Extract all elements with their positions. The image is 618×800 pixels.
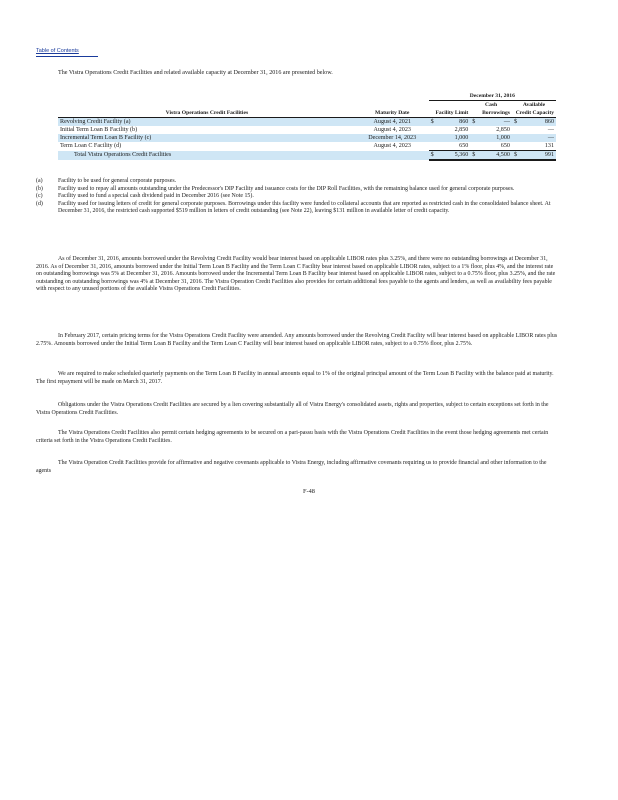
- row-limit-symbol: [429, 134, 439, 142]
- footnote: [36, 178, 558, 186]
- header-available-capacity: Credit Capacity: [512, 109, 556, 118]
- paragraph-obligations: [36, 402, 558, 417]
- row-available-symbol: $: [512, 118, 523, 127]
- header-cash-borrowings: Borrowings: [470, 109, 512, 118]
- total-cash: 4,500: [481, 151, 512, 161]
- footnote-text: Facility to be used for general corporate purposes.: [58, 178, 177, 184]
- paragraph-pricing-amendment: [36, 333, 558, 348]
- row-maturity: August 4, 2023: [356, 142, 429, 151]
- header-facility-name: Vistra Operations Credit Facilities: [58, 109, 356, 118]
- row-available: 860: [523, 118, 556, 127]
- row-maturity: August 4, 2023: [356, 126, 429, 134]
- row-name: Term Loan C Facility (d): [58, 142, 356, 151]
- row-maturity: August 4, 2021: [356, 118, 429, 127]
- row-available: —: [523, 126, 556, 134]
- row-limit-symbol: [429, 142, 439, 151]
- header-available-top: Available: [522, 102, 546, 108]
- row-cash-symbol: [470, 134, 480, 142]
- row-available-symbol: [512, 134, 523, 142]
- table-of-contents-link[interactable]: Table of Contents: [36, 48, 79, 54]
- paragraph-covenants: [36, 460, 558, 475]
- intro-text: The Vistra Operations Credit Facilities and related available capacity at December 31, 2016 are presented below.: [58, 70, 333, 76]
- row-name: Incremental Term Loan B Facility (c): [58, 134, 356, 142]
- footnote-label: (d): [36, 200, 43, 207]
- row-available-symbol: [512, 126, 523, 134]
- footnote-label: (c): [36, 193, 43, 199]
- row-cash: —: [481, 118, 512, 127]
- paragraph-hedging: [36, 430, 558, 445]
- row-limit: 860: [439, 118, 470, 127]
- paragraph-text: We are required to make scheduled quarterly payments on the Term Loan B Facility in annual amounts equal to 1% of the original principal amount of the Term Loan B Facility with the balance paid at maturity. The first repayment will be made on March 31, 2017.: [36, 371, 554, 385]
- paragraph-text: Obligations under the Vistra Operations Credit Facilities are secured by a lien covering substantially all of Vistra Energy's consolidated assets, rights and properties, subject to certain exceptions set forth in the Vistra Operations Credit Facilities.: [36, 402, 549, 416]
- group-header-date: December 31, 2016: [429, 92, 556, 101]
- footnote-text: Facility used to fund a special cash dividend paid in December 2016 (see Note 15).: [58, 193, 254, 199]
- table-row: [58, 118, 556, 127]
- table-header-top-row: [58, 101, 556, 110]
- paragraph-text: The Vistra Operation Credit Facilities provide for affirmative and negative covenants applicable to Vistra Energy, including affirmative covenants requiring us to provide financial and other information to the agents: [36, 460, 547, 474]
- row-name: Revolving Credit Facility (a): [58, 118, 356, 127]
- paragraph-interest-rates: [36, 256, 558, 294]
- row-available: 131: [523, 142, 556, 151]
- footnotes: [36, 178, 558, 216]
- page-number: F-48: [303, 488, 315, 495]
- row-cash: 650: [481, 142, 512, 151]
- row-available-symbol: [512, 142, 523, 151]
- header-facility-limit: Facility Limit: [429, 109, 471, 118]
- footnote: [36, 193, 558, 201]
- row-cash-symbol: $: [470, 118, 480, 127]
- table-row: [58, 126, 556, 134]
- row-limit: 650: [439, 142, 470, 151]
- table-row: [58, 142, 556, 151]
- toc-underline: [36, 56, 98, 57]
- header-maturity-date: Maturity Date: [356, 109, 429, 118]
- footnote-label: (b): [36, 185, 43, 192]
- total-limit-symbol: $: [429, 151, 439, 161]
- table-group-header-row: [58, 92, 556, 101]
- row-cash: 1,000: [481, 134, 512, 142]
- total-available-symbol: $: [512, 151, 523, 161]
- header-cash-top: Cash: [485, 102, 498, 108]
- paragraph-text: As of December 31, 2016, amounts borrowed under the Revolving Credit Facility would bear interest based on applicable LIBOR rates plus 3.25%, and there were no outstanding borrowings at December 31, 2016. As of December 31, 2016, amounts borrowed under the Initial Term Loan B Facility and the Term Loan C Facility bear interest based on applicable LIBOR rates, subject to a 1% floor, plus 4%, and the interest rate on outstanding borrowings was 5% at December 31, 2016. Amounts borrowed under the Incremental Term Loan B Facility bear interest based on applicable LIBOR rates, subject to a 0.75% floor, plus 3.25%, and the rate outstanding on outstanding borrowings was 4% at December 31, 2016. The Vistra Operation Credit Facilities also provides for certain additional fees payable to the agents and lenders, as well as availability fees payable with respect to any unused portions of the available Vistra Operations Credit Facilities.: [36, 256, 556, 293]
- row-limit-symbol: $: [429, 118, 439, 127]
- footnote: [36, 186, 558, 194]
- row-cash: 2,850: [481, 126, 512, 134]
- row-maturity: December 14, 2023: [356, 134, 429, 142]
- row-cash-symbol: [470, 142, 480, 151]
- footnote-text: Facility used for issuing letters of credit for general corporate purposes. Borrowings under this facility were funded to collateral accounts that are reported as restricted cash in the consolidated balance sheet. At December 31, 2016, the restricted cash supported $519 million in letters of credit outstanding (see Note 22), leaving $131 million in available letter of credit capacity.: [58, 200, 551, 214]
- row-cash-symbol: [470, 126, 480, 134]
- paragraph-text: The Vistra Operations Credit Facilities also permit certain hedging agreements to be secured on a pari-passu basis with the Vistra Operations Credit Facilities in the event those hedging agreements met certain criteria set forth in the Vistra Operations Credit Facilities.: [36, 430, 549, 444]
- total-cash-symbol: $: [470, 151, 480, 161]
- table-header-row: [58, 109, 556, 118]
- row-limit: 2,850: [439, 126, 470, 134]
- paragraph-payments: [36, 371, 558, 386]
- row-limit: 1,000: [439, 134, 470, 142]
- table-row: [58, 134, 556, 142]
- total-available: 991: [523, 151, 556, 161]
- footnote: [36, 201, 558, 216]
- total-limit: 5,360: [439, 151, 470, 161]
- total-row: [58, 151, 556, 161]
- footnote-label: (a): [36, 178, 43, 184]
- paragraph-text: In February 2017, certain pricing terms for the Vistra Operations Credit Facility were amended. Any amounts borrowed under the Revolving Credit Facility will bear interest based on applicable LIBOR rates plus 2.75%. Amounts borrowed under the Initial Term Loan B Facility and the Term Loan C Facility will bear interest based on applicable LIBOR rates, subject to a 0.75% floor, plus 2.75%.: [36, 333, 558, 347]
- row-name: Initial Term Loan B Facility (b): [58, 126, 356, 134]
- footnote-text: Facility used to repay all amounts outstanding under the Predecessor's DIP Facility and issuance costs for the DIP Roll Facilities, with the remaining balance used for general corporate purposes.: [58, 185, 515, 192]
- row-limit-symbol: [429, 126, 439, 134]
- row-available: —: [523, 134, 556, 142]
- credit-facilities-table: [58, 92, 556, 161]
- total-name: Total Vistra Operations Credit Facilities: [58, 151, 356, 161]
